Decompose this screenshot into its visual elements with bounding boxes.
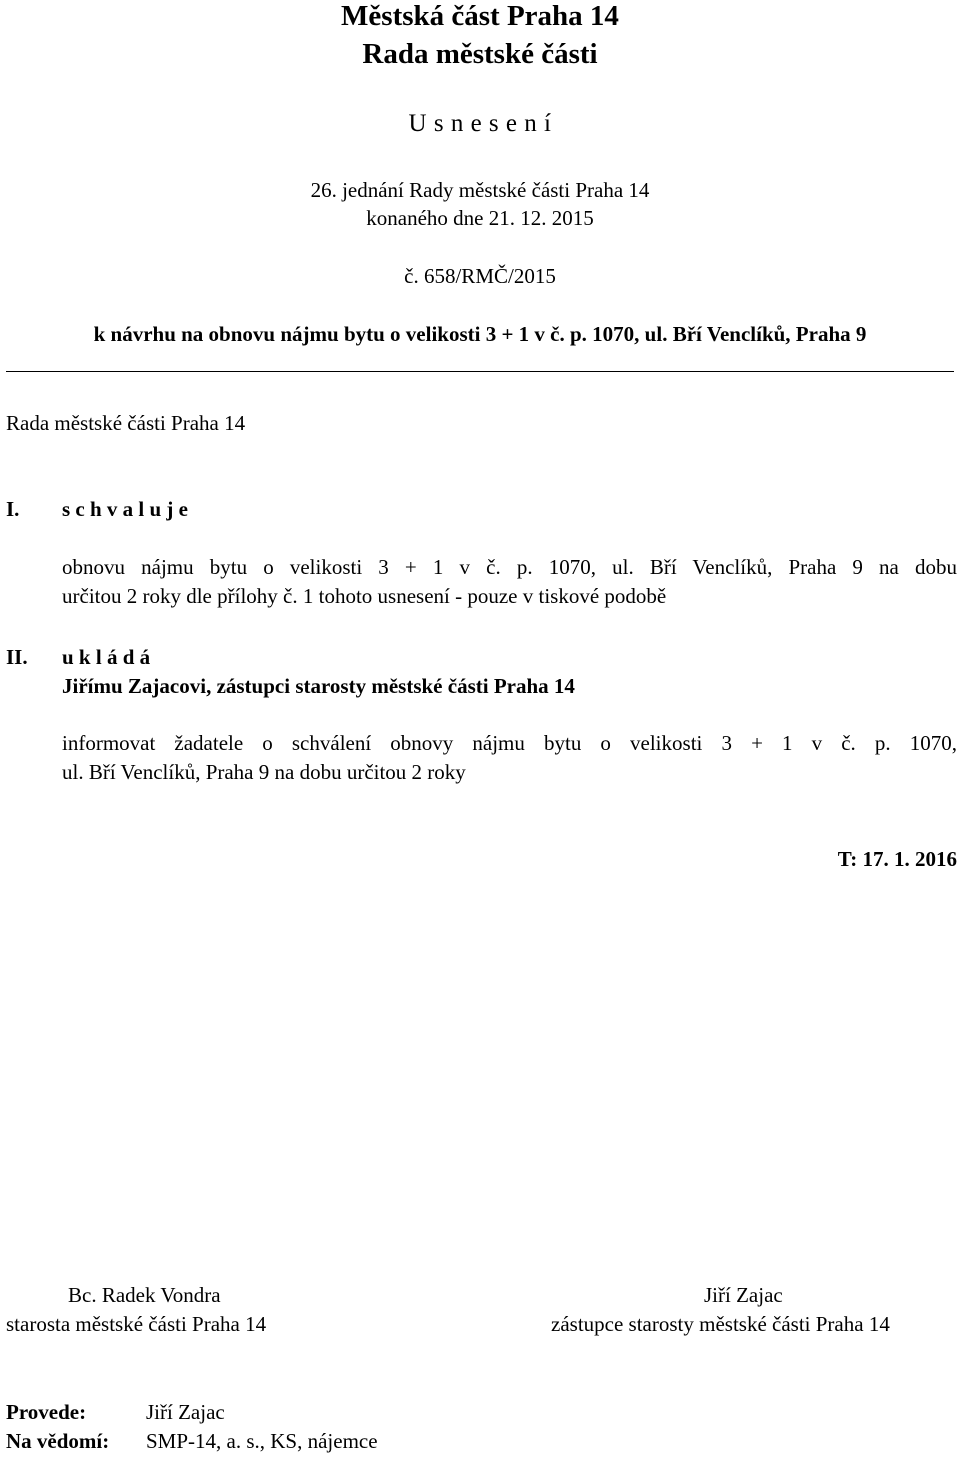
provede-value: Jiří Zajac	[146, 1400, 225, 1424]
section2-text-line2: ul. Bří Venclíků, Praha 9 na dobu určitou 2 roky	[62, 760, 466, 784]
deadline: T: 17. 1. 2016	[837, 847, 957, 871]
section1-verb: s c h v a l u j e	[62, 497, 188, 521]
meeting-title: 26. jednání Rady městské části Praha 14	[310, 178, 650, 202]
signature-right-name: Jiří Zajac	[704, 1283, 783, 1307]
signature-right-role: zástupce starosty městské části Praha 14	[551, 1312, 890, 1336]
vedomi-label: Na vědomí:	[6, 1429, 110, 1453]
divider	[6, 371, 954, 372]
signature-left-role: starosta městské části Praha 14	[6, 1312, 267, 1336]
section2-verb: u k l á d á	[62, 645, 151, 669]
section2-text-line1: informovat žadatele o schválení obnovy nájmu bytu o velikosti 3 + 1 v č. p. 1070,	[62, 731, 957, 755]
section1-text-line2: určitou 2 roky dle přílohy č. 1 tohoto usnesení - pouze v tiskové podobě	[62, 584, 667, 608]
section2-numeral: II.	[6, 645, 28, 669]
meeting-date: konaného dne 21. 12. 2015	[366, 206, 594, 230]
signature-left-name: Bc. Radek Vondra	[68, 1283, 221, 1307]
document-type: U s n e s e n í	[408, 110, 552, 137]
header-org: Městská část Praha 14	[341, 0, 619, 32]
section1-text-line1: obnovu nájmu bytu o velikosti 3 + 1 v č. p. 1070, ul. Bří Venclíků, Praha 9 na dobu	[62, 555, 957, 579]
section2-assignee: Jiřímu Zajacovi, zástupci starosty městské části Praha 14	[62, 674, 575, 698]
provede-label: Provede:	[6, 1400, 87, 1424]
resolution-number: č. 658/RMČ/2015	[404, 264, 556, 288]
council-name: Rada městské části Praha 14	[6, 411, 246, 435]
vedomi-value: SMP-14, a. s., KS, nájemce	[146, 1429, 378, 1453]
resolution-subject: k návrhu na obnovu nájmu bytu o velikosti 3 + 1 v č. p. 1070, ul. Bří Venclíků, Praha 9	[93, 322, 867, 346]
section1-numeral: I.	[6, 497, 20, 521]
header-body: Rada městské části	[362, 38, 598, 70]
